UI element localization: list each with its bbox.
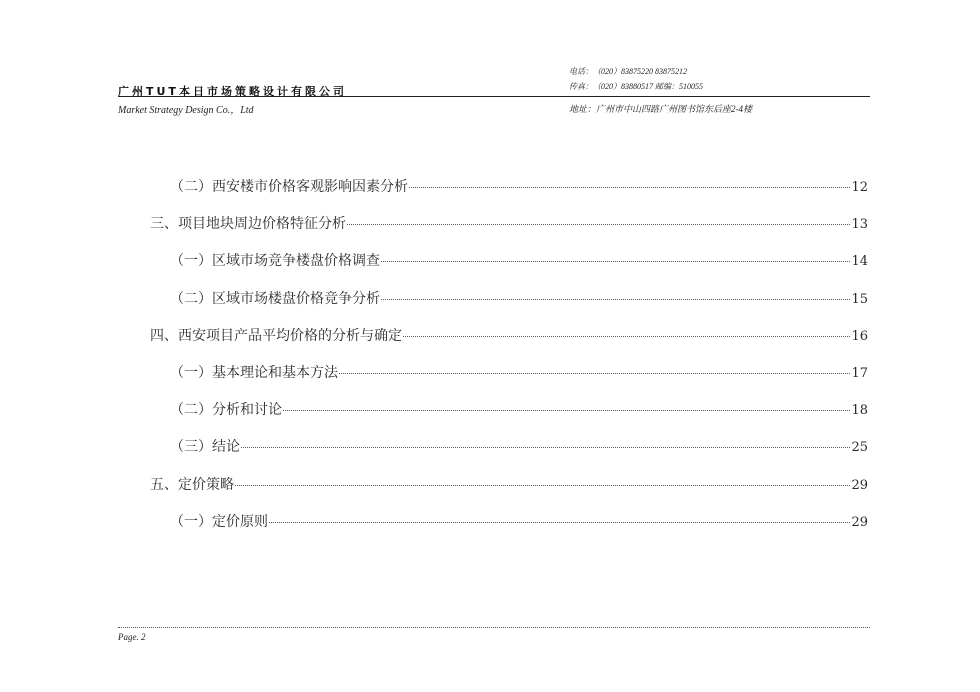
company-name-en: Market Strategy Design Co.，Ltd bbox=[118, 105, 254, 116]
toc-dot-leader bbox=[381, 299, 850, 300]
table-of-contents bbox=[150, 176, 868, 548]
toc-entry-label: （二）西安楼市价格客观影响因素分析 bbox=[170, 179, 408, 195]
toc-dot-leader bbox=[409, 187, 850, 188]
toc-entry[interactable] bbox=[150, 288, 868, 325]
toc-entry-label: （三）结论 bbox=[170, 439, 240, 456]
toc-dot-leader bbox=[235, 485, 850, 486]
header-divider bbox=[118, 96, 870, 97]
toc-entry-page: 18 bbox=[851, 403, 868, 419]
toc-entry-page: 25 bbox=[851, 440, 868, 456]
toc-entry-page: 16 bbox=[851, 328, 868, 344]
toc-dot-leader bbox=[283, 410, 850, 411]
footer-divider bbox=[118, 627, 870, 628]
toc-entry-label: （二）分析和讨论 bbox=[170, 402, 282, 419]
header-address: 地址：广州市中山四路广州图书馆东后座2-4楼 bbox=[569, 104, 752, 114]
toc-entry[interactable] bbox=[150, 436, 868, 473]
toc-entry-label: 五、定价策略 bbox=[150, 476, 234, 493]
toc-entry[interactable] bbox=[150, 250, 868, 287]
toc-entry-page: 29 bbox=[851, 514, 868, 530]
toc-dot-leader bbox=[381, 261, 850, 262]
company-name-cn: 广州TUT本日市场策略设计有限公司 bbox=[118, 85, 347, 98]
footer-page-number: Page. 2 bbox=[118, 632, 146, 642]
toc-entry[interactable] bbox=[150, 399, 868, 436]
toc-entry-label: （二）区域市场楼盘价格竞争分析 bbox=[170, 290, 380, 307]
toc-entry-label: （一）定价原则 bbox=[170, 513, 268, 530]
toc-entry[interactable] bbox=[150, 474, 868, 511]
header-fax: 传真：（020）83880517 邮编：510055 bbox=[569, 82, 703, 91]
toc-entry[interactable] bbox=[150, 213, 868, 250]
toc-entry[interactable] bbox=[150, 325, 868, 362]
toc-entry[interactable] bbox=[150, 176, 868, 213]
toc-entry-page: 29 bbox=[851, 477, 868, 493]
toc-entry-label: （一）区域市场竞争楼盘价格调查 bbox=[170, 253, 380, 270]
toc-dot-leader bbox=[403, 336, 850, 337]
toc-dot-leader bbox=[241, 447, 850, 448]
toc-entry-page: 12 bbox=[851, 180, 868, 195]
toc-entry[interactable] bbox=[150, 362, 868, 399]
toc-entry-label: 四、西安项目产品平均价格的分析与确定 bbox=[150, 327, 402, 344]
toc-entry[interactable] bbox=[150, 511, 868, 548]
toc-dot-leader bbox=[339, 373, 850, 374]
toc-entry-label: （一）基本理论和基本方法 bbox=[170, 364, 338, 381]
toc-entry-page: 15 bbox=[851, 291, 868, 307]
toc-entry-page: 14 bbox=[851, 254, 868, 270]
header-phone: 电话：（020）83875220 83875212 bbox=[569, 67, 687, 76]
toc-dot-leader bbox=[347, 224, 850, 225]
toc-entry-label: 三、项目地块周边价格特征分析 bbox=[150, 216, 346, 233]
toc-dot-leader bbox=[269, 522, 850, 523]
toc-entry-page: 17 bbox=[851, 365, 868, 381]
toc-entry-page: 13 bbox=[851, 217, 868, 233]
